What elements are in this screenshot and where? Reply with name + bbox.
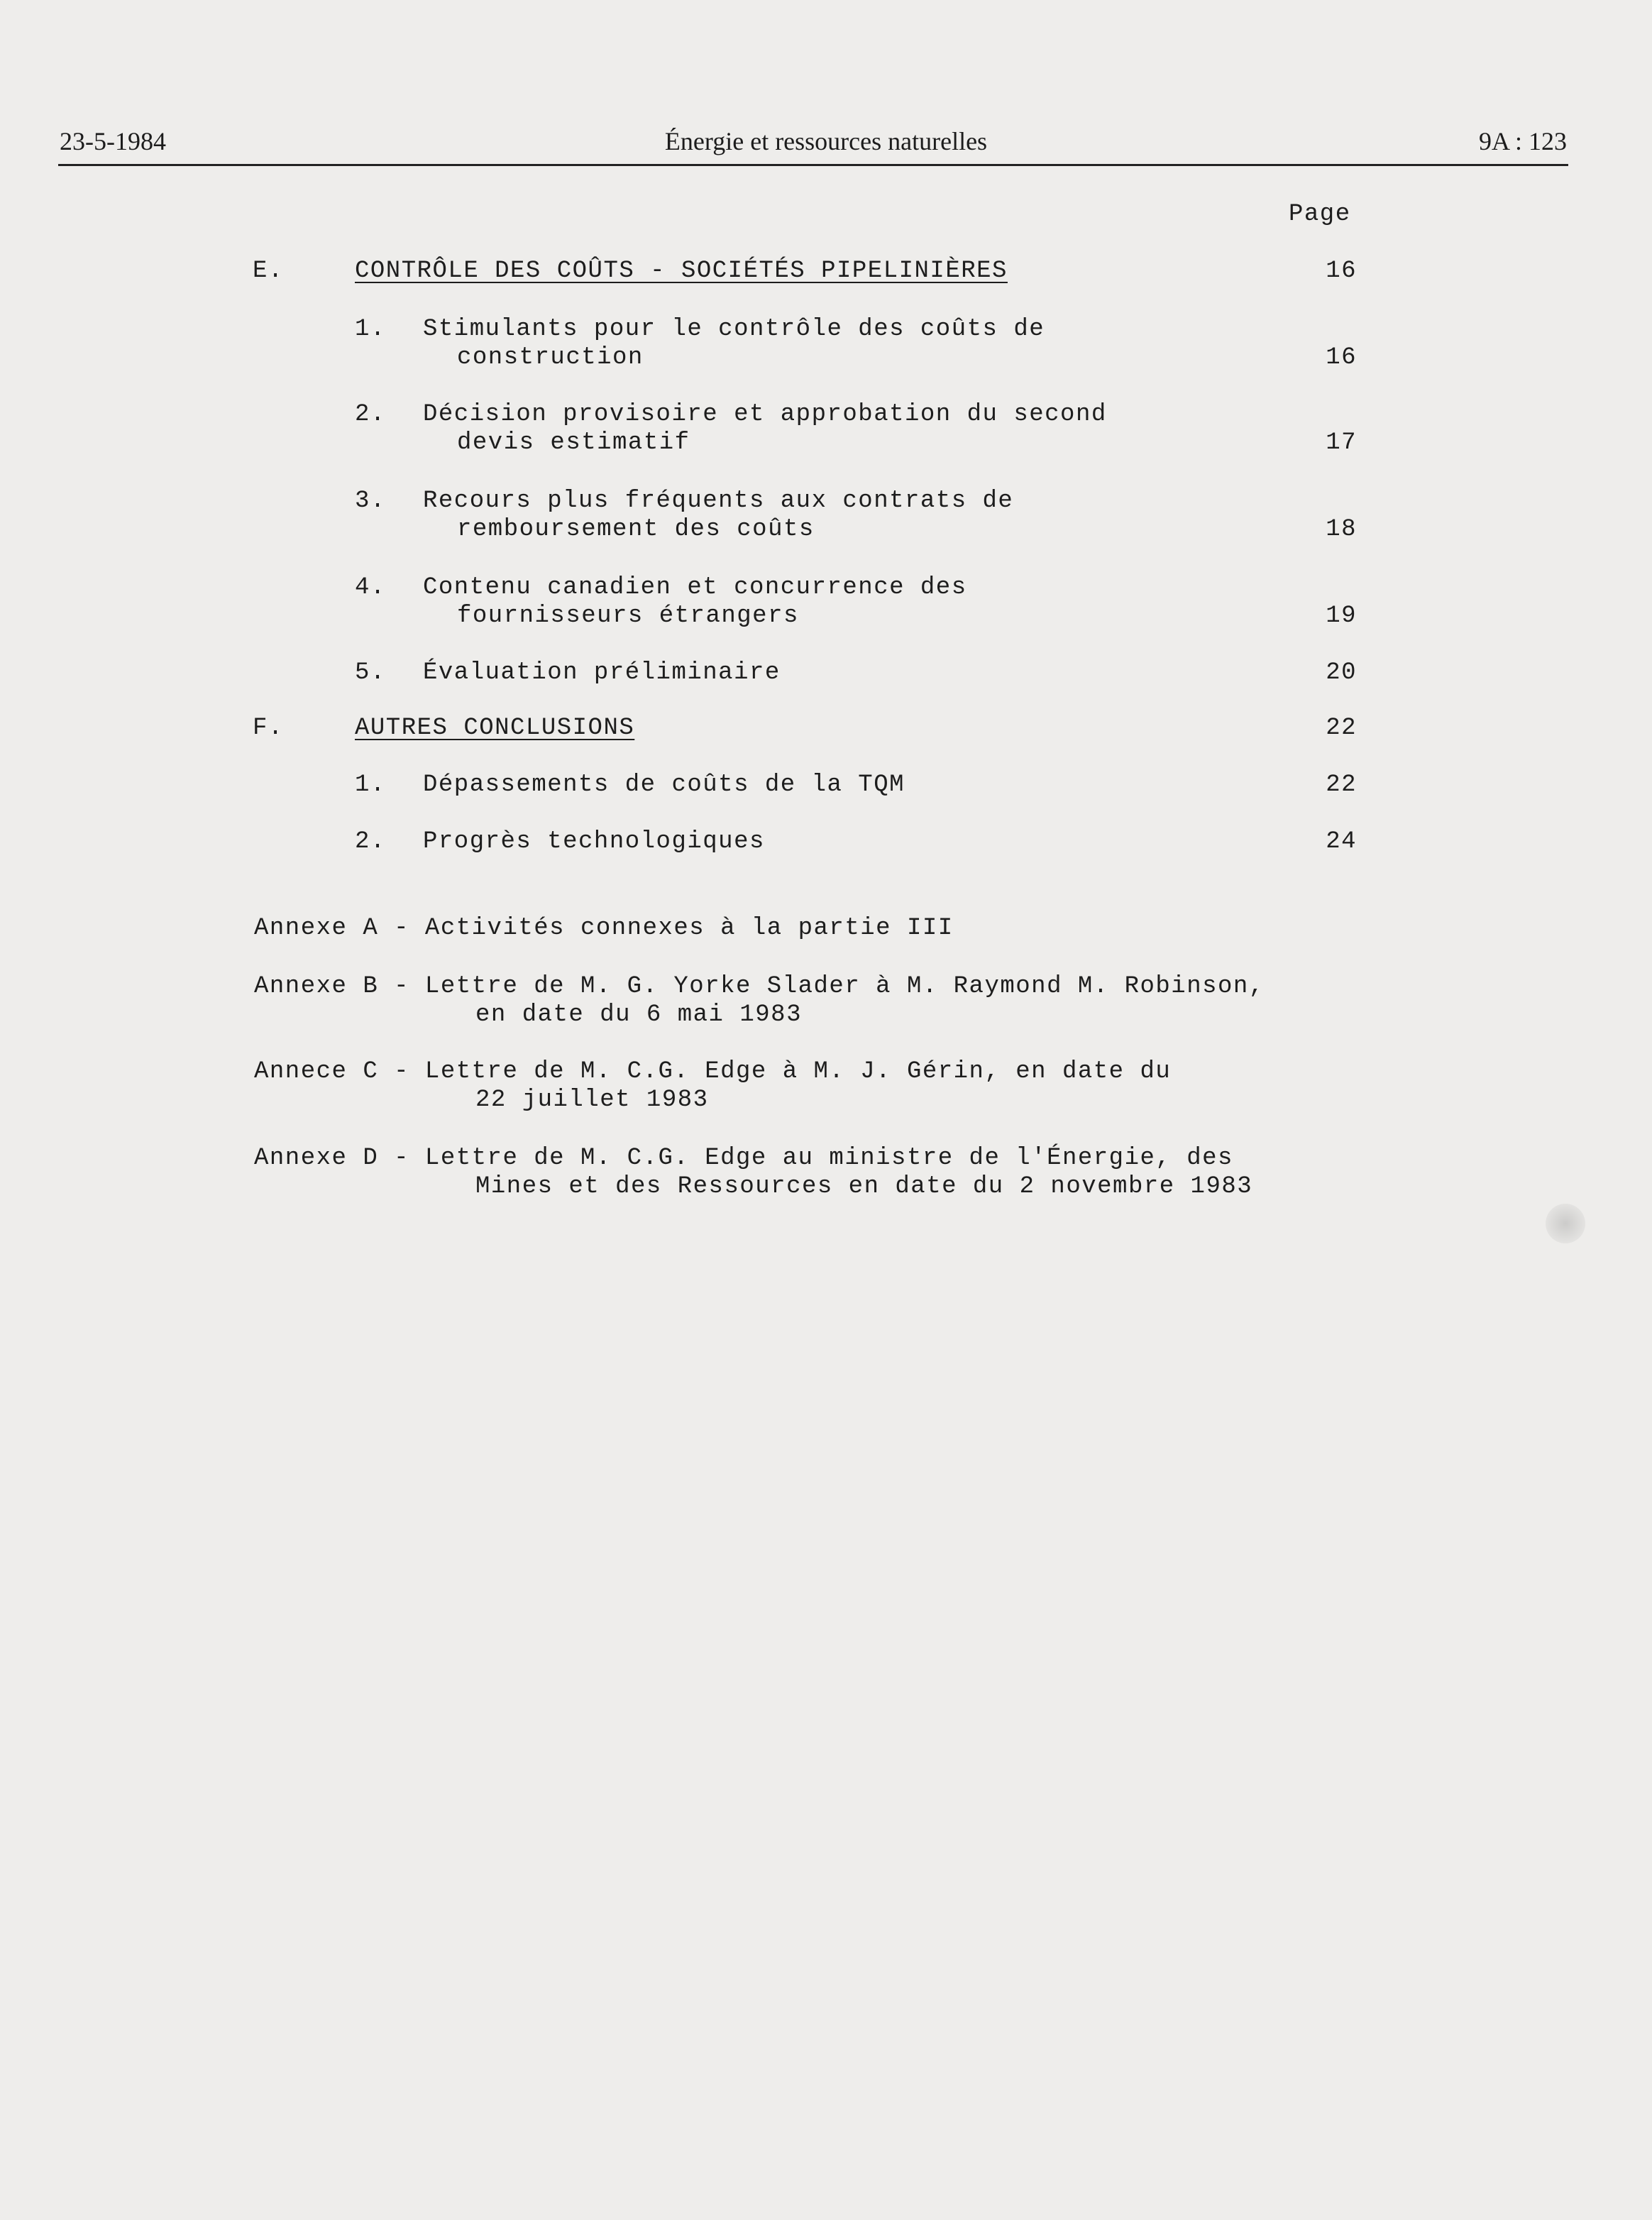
item-number: 2. — [355, 401, 386, 428]
header-date: 23-5-1984 — [60, 127, 166, 155]
item-page: 17 — [1326, 429, 1357, 456]
header-title: Énergie et ressources naturelles — [664, 127, 988, 155]
annex-entry: Annece C - Lettre de M. C.G. Edge à M. J. Gérin, en date du — [254, 1058, 1172, 1085]
item-number: 1. — [355, 771, 386, 798]
section-page: 22 — [1326, 715, 1357, 742]
item-page: 18 — [1326, 516, 1357, 543]
item-page: 20 — [1326, 659, 1357, 686]
annex-entry: Annexe D - Lettre de M. C.G. Edge au ministre de l'Énergie, des — [254, 1145, 1233, 1172]
item-page: 19 — [1326, 603, 1357, 630]
item-title: Contenu canadien et concurrence des — [423, 574, 967, 601]
section-letter: F. — [253, 715, 284, 742]
item-number: 4. — [355, 574, 386, 601]
section-letter: E. — [253, 258, 284, 285]
item-title: Dépassements de coûts de la TQM — [423, 771, 905, 798]
item-number: 3. — [355, 488, 386, 515]
page-column-label: Page — [1289, 201, 1351, 228]
item-title-continued: fournisseurs étrangers — [457, 603, 799, 630]
item-number: 2. — [355, 828, 386, 855]
annex-entry-continued: Mines et des Ressources en date du 2 novembre 1983 — [475, 1173, 1253, 1200]
annex-entry: Annexe A - Activités connexes à la partie III — [254, 915, 954, 942]
item-page: 22 — [1326, 771, 1357, 798]
section-title: CONTRÔLE DES COÛTS - SOCIÉTÉS PIPELINIÈRES — [355, 258, 1008, 285]
item-title: Stimulants pour le contrôle des coûts de — [423, 316, 1045, 343]
item-title-continued: remboursement des coûts — [457, 516, 815, 543]
annex-entry: Annexe B - Lettre de M. G. Yorke Slader à M. Raymond M. Robinson, — [254, 973, 1265, 1000]
header-page-ref: 9A : 123 — [1478, 127, 1567, 155]
section-page: 16 — [1326, 258, 1357, 285]
item-title: Recours plus fréquents aux contrats de — [423, 488, 1014, 515]
item-title: Décision provisoire et approbation du second — [423, 401, 1107, 428]
item-page: 24 — [1326, 828, 1357, 855]
item-title: Progrès technologiques — [423, 828, 765, 855]
section-title: AUTRES CONCLUSIONS — [355, 715, 635, 742]
item-title: Évaluation préliminaire — [423, 659, 781, 686]
item-title-continued: construction — [457, 344, 644, 371]
annex-entry-continued: en date du 6 mai 1983 — [475, 1001, 802, 1028]
header-rule — [58, 164, 1568, 166]
paper-spot — [1546, 1204, 1585, 1243]
item-page: 16 — [1326, 344, 1357, 371]
item-number: 1. — [355, 316, 386, 343]
item-number: 5. — [355, 659, 386, 686]
item-title-continued: devis estimatif — [457, 429, 690, 456]
annex-entry-continued: 22 juillet 1983 — [475, 1087, 709, 1114]
